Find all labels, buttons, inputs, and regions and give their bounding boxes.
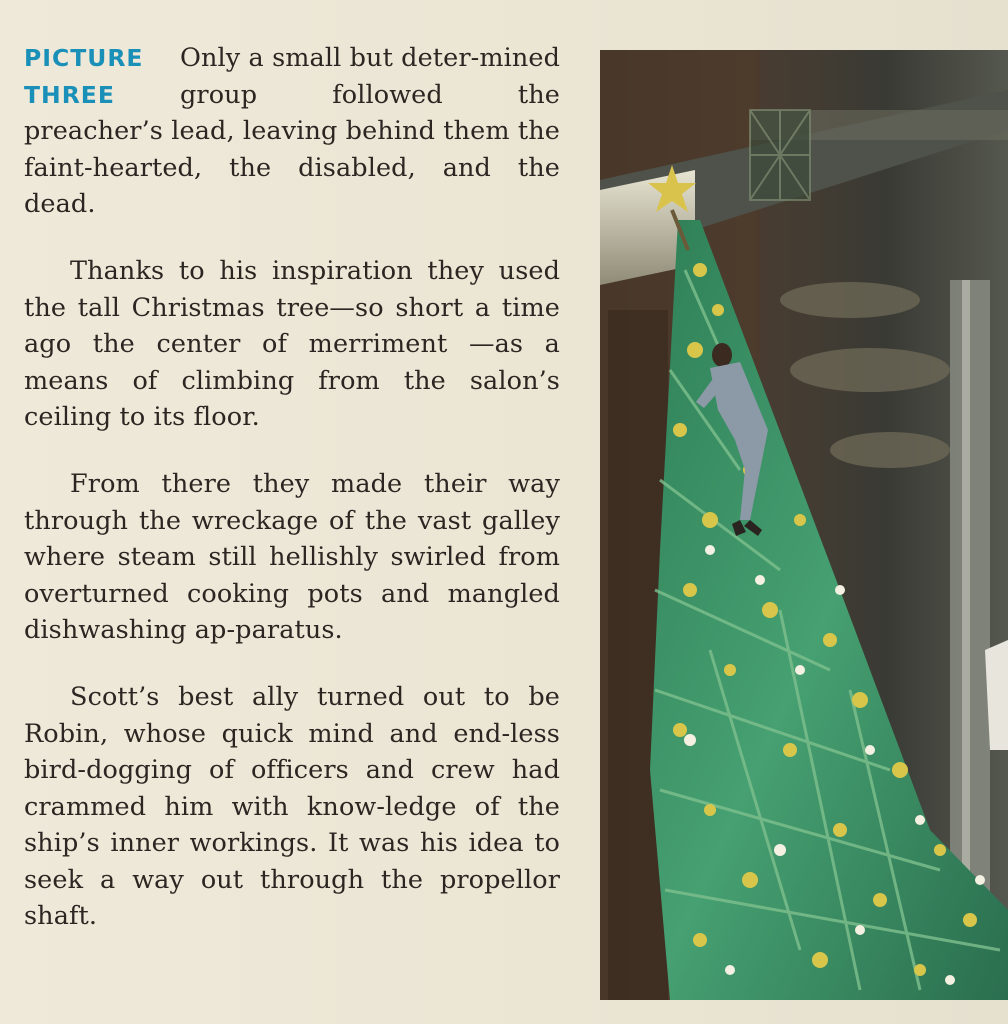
paragraph-4: Scott’s best ally turned out to be Robin, whose quick mind and end-less bird-dogging of officers and crew had crammed him with know-ledge of the ship’s inner workings. It was his idea to seek a way out through the propellor shaft. xyxy=(24,681,560,932)
picture-label-line-2: THREE xyxy=(24,80,115,109)
first-paragraph-block xyxy=(24,40,560,223)
picture-label xyxy=(24,40,170,113)
picture-label-line-1: PICTURE xyxy=(24,44,144,72)
text-column xyxy=(24,40,560,965)
paragraph-2: Thanks to his inspiration they used the tall Christmas tree—so short a time ago the center of merriment —as a means of climbing from the salon’s ceiling to its floor. xyxy=(24,255,560,433)
paragraph-3: From there they made their way through the wreckage of the vast galley where steam still hellishly swirled from overturned cooking pots and mangled dishwashing ap-paratus. xyxy=(24,468,560,646)
paragraph-1: Only a small but deter-mined group followed the preacher’s lead, leaving behind them the faint-hearted, the disabled, and the dead. xyxy=(24,43,560,220)
lattice-window xyxy=(750,110,810,200)
illustration xyxy=(600,50,1008,1000)
illustration-svg xyxy=(600,50,1008,1000)
